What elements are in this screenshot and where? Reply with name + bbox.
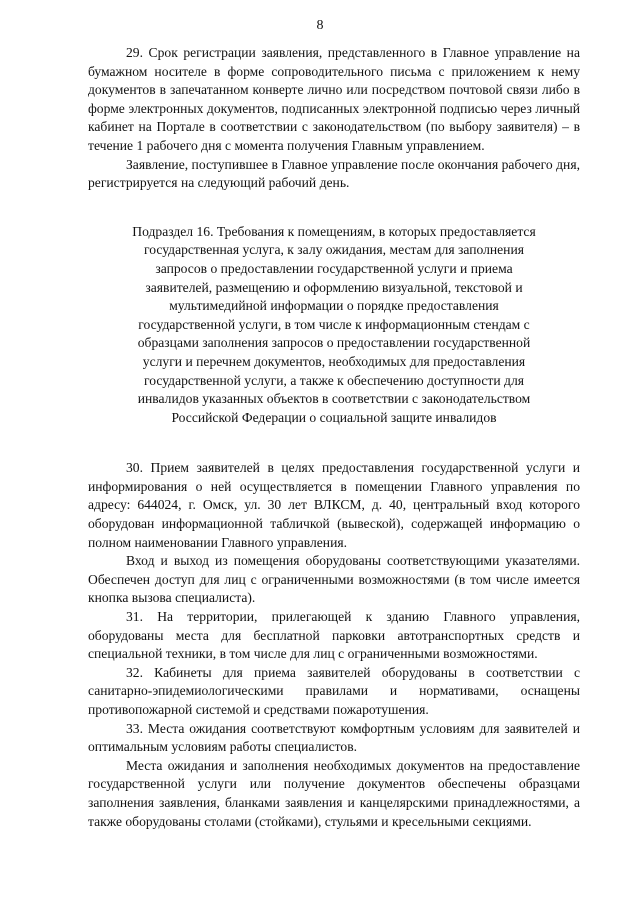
paragraph-waiting-places: Места ожидания и заполнения необходимых документов на предоставление государственной услуги или получение документов обеспечены образцами заполнения заявления, бланками заявления и канцелярскими принадлежностями, а также оборудованы столами (стойками), стульями и кресельными секциями. xyxy=(88,757,580,829)
paragraph-33: 33. Места ожидания соответствуют комфортным условиям для заявителей и оптимальным условиям работы специалистов. xyxy=(88,720,580,755)
paragraph-32: 32. Кабинеты для приема заявителей оборудованы в соответствии с санитарно-эпидемиологическими правилами и нормативами, оснащены противопожарной системой и средствами пожаротушения. xyxy=(88,664,580,717)
subsection-16-heading: Подраздел 16. Требования к помещениям, в которых предоставляется государственная услуга, к залу ожидания, местам для заполнения запросов о предоставлении государственной услуги и приема заявителей, размещению и оформлению визуальной, текстовой и мультимедийной информации о порядке предоставления государственной услуги, в том числе к информационным стендам с образцами заполнения запросов о предоставлении государственной услуги и перечнем документов, необходимых для предоставления государственной услуги, а также к обеспечению доступности для инвалидов указанных объектов в соответствии с законодательством Российской Федерации о социальной защите инвалидов xyxy=(132,223,536,425)
paragraph-entrance: Вход и выход из помещения оборудованы соответствующими указателями. Обеспечен доступ для лиц с ограниченными возможностями (в том числе имеется кнопка вызова специалиста). xyxy=(88,553,580,606)
paragraph-registration-next-day: Заявление, поступившее в Главное управление после окончания рабочего дня, регистрируется на следующий рабочий день. xyxy=(88,156,580,191)
paragraph-29: 29. Срок регистрации заявления, представленного в Главное управление на бумажном носителе в форме сопроводительного письма с приложением к нему документов в запечатанном конверте лично или посредством почтовой связи либо в форме электронных документов, подписанных электронной подписью через личный кабинет на Портале в соответствии с законодательством (по выбору заявителя) – в течение 1 рабочего дня с момента получения Главным управлением. xyxy=(88,45,580,153)
paragraph-30: 30. Прием заявителей в целях предоставления государственной услуги и информирования о ней осуществляется в помещении Главного управления по адресу: 644024, г. Омск, ул. 30 лет ВЛКСМ, д. 40, центральный вход которого оборудован информационной табличкой (вывеской), содержащей информацию о полном наименовании Главного управления. xyxy=(88,460,580,550)
page-body xyxy=(88,44,580,831)
paragraph-31: 31. На территории, прилегающей к зданию Главного управления, оборудованы места для бесплатной парковки автотранспортных средств и специальной техники, в том числе для лиц с ограниченными возможностями. xyxy=(88,609,580,662)
page-number: 8 xyxy=(316,18,324,33)
